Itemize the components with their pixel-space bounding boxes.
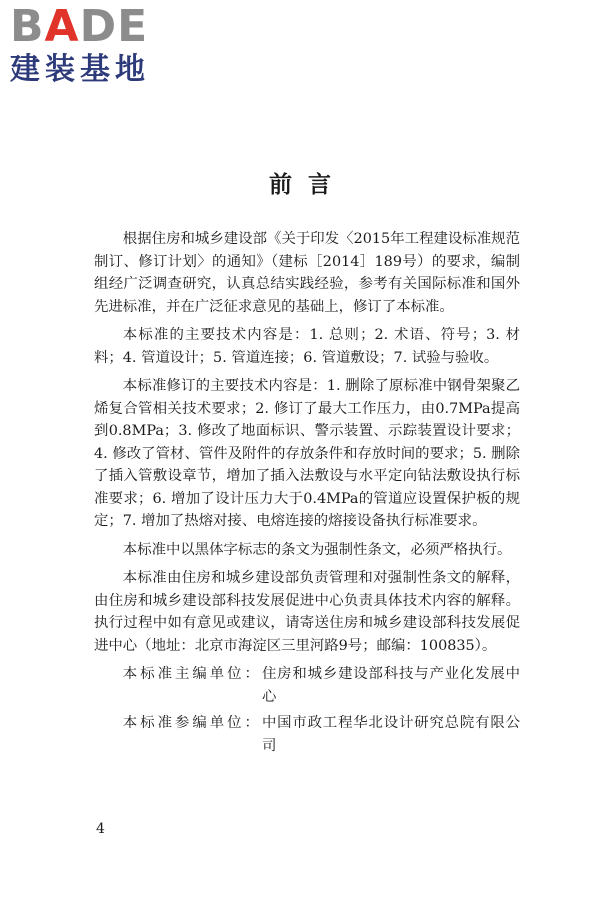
co-editor-value: 中国市政工程华北设计研究总院有限公司 — [261, 715, 520, 754]
logo-mark-pre: B — [10, 1, 45, 52]
chief-editor-unit — [94, 663, 520, 708]
paragraph-2: 本标准的主要技术内容是：1. 总则；2. 术语、符号；3. 材料；4. 管道设计；5. 管道连接；6. 管道敷设；7. 试验与验收。 — [94, 327, 520, 366]
logo-mark-accent: A — [44, 1, 80, 52]
logo-subtitle: 建装基地 — [10, 52, 150, 87]
co-editor-unit — [94, 712, 520, 757]
paragraph-1: 根据住房和城乡建设部《关于印发〈2015年工程建设标准规范制订、修订计划〉的通知》（建标［2014］189号）的要求，编制组经广泛调查研究，认真总结实践经验，参考有关国际标准和国外先进标准，并在广泛征求意见的基础上，修订了本标准。 — [94, 231, 520, 315]
logo-mark — [10, 1, 180, 52]
page-number: 4 — [96, 821, 105, 837]
document-body — [94, 228, 520, 761]
paragraph-5: 本标准由住房和城乡建设部负责管理和对强制性条文的解释，由住房和城乡建设部科技发展促进中心负责具体技术内容的解释。执行过程中如有意见或建议，请寄送住房和城乡建设部科技发展促进中心（地址：北京市海淀区三里河路9号；邮编：100835）。 — [94, 570, 520, 654]
editing-units — [94, 663, 520, 757]
paragraph-3: 本标准修订的主要技术内容是：1. 删除了原标准中钢骨架聚乙烯复合管相关技术要求；2. 修订了最大工作压力，由0.7MPa提高到0.8MPa；3. 修改了地面标识、警示装置、示踪装置设计要求；4. 修改了管材、管件及附件的存放条件和存放时间的要求；5. 删除了插入管敷设章节，增加了插入法敷设与水平定向钻法敷设执行标准要求；6. 增加了设计压力大于0.4MPa的管道应设置保护板的规定；7. 增加了热熔对接、电熔连接的熔接设备执行标准要求。 — [94, 378, 520, 529]
co-editor-label: 本标准参编单位： — [122, 715, 262, 731]
logo — [10, 1, 180, 96]
paragraph-4: 本标准中以黑体字标志的条文为强制性条文，必须严格执行。 — [122, 541, 512, 558]
chief-editor-label: 本标准主编单位： — [122, 666, 262, 682]
logo-mark-post: DE — [79, 1, 149, 52]
page-title: 前言 — [269, 171, 347, 198]
chief-editor-value: 住房和城乡建设部科技与产业化发展中心 — [261, 666, 520, 705]
